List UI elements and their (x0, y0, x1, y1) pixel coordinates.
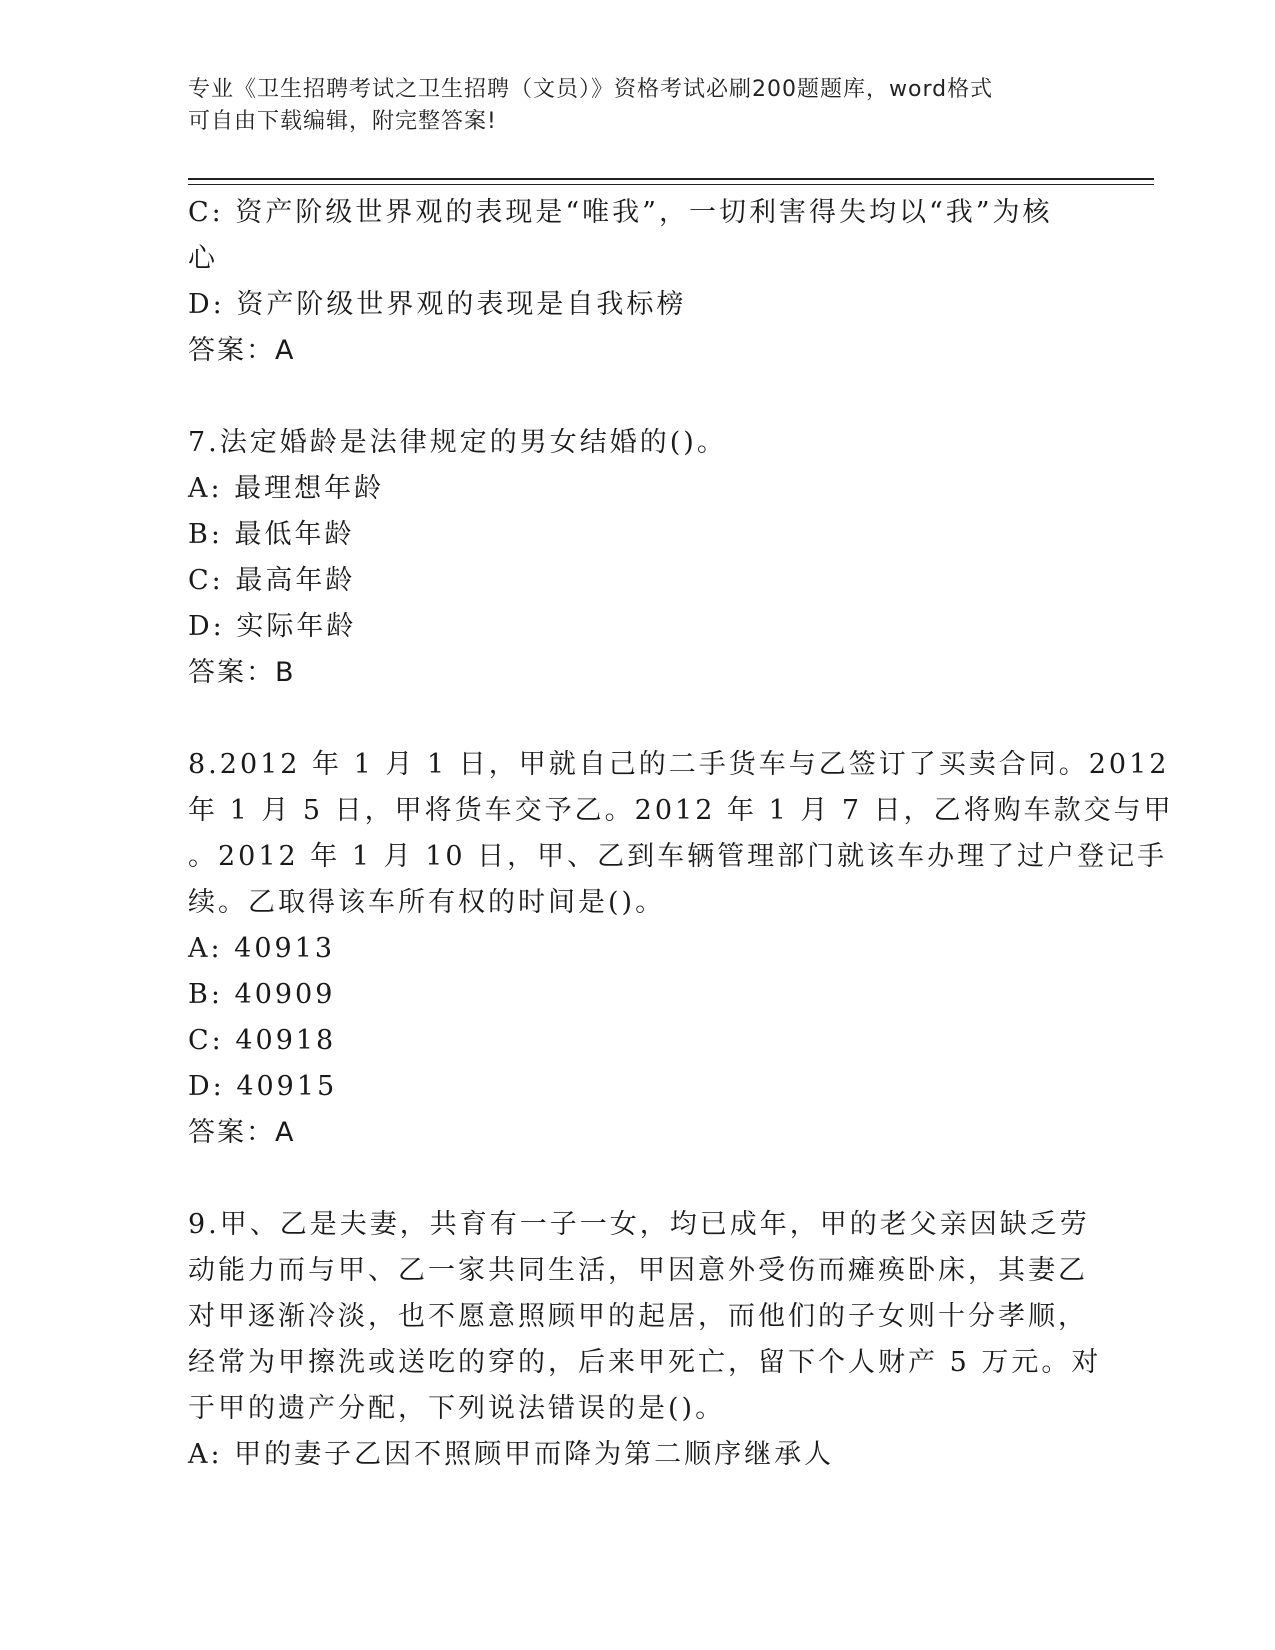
answer: 答案：B (188, 657, 296, 688)
option-c: C: 40918 (188, 1025, 337, 1056)
question-text-line-1: 9.甲、乙是夫妻，共育有一子一女，均已成年，甲的老父亲因缺乏劳 (188, 1209, 1090, 1240)
option-d: D: 实际年龄 (188, 611, 357, 642)
question-text: 7.法定婚龄是法律规定的男女结婚的()。 (188, 427, 727, 458)
question-text-line-2: 年 1 月 5 日，甲将货车交予乙。2012 年 1 月 7 日，乙将购车款交与甲 (188, 795, 1174, 826)
question-8 (188, 742, 1174, 1156)
question-text-line-3: 。2012 年 1 月 10 日，甲、乙到车辆管理部门就该车办理了过户登记手 (188, 841, 1168, 872)
question-text-line-5: 于甲的遗产分配，下列说法错误的是()。 (188, 1393, 726, 1424)
option-b: B: 最低年龄 (188, 519, 355, 550)
question-9 (188, 1202, 1102, 1478)
option-d: D: 40915 (188, 1071, 338, 1102)
header-title-line-1: 专业《卫生招聘考试之卫生招聘（文员）》资格考试必刷200题题库，word格式 (188, 77, 994, 102)
header-divider-thick (188, 178, 1154, 180)
option-a: A: 甲的妻子乙因不照顾甲而降为第二顺序继承人 (188, 1439, 835, 1470)
answer: 答案：A (188, 335, 296, 366)
header-divider-thin (188, 184, 1154, 185)
answer: 答案：A (188, 1117, 296, 1148)
spacer (188, 374, 1088, 420)
question-7 (188, 420, 1088, 696)
option-a: A: 40913 (188, 933, 336, 964)
question-text-line-4: 经常为甲擦洗或送吃的穿的，后来甲死亡，留下个人财产 5 万元。对 (188, 1347, 1102, 1378)
question-list (188, 190, 1174, 1478)
question-text-line-4: 续。乙取得该车所有权的时间是()。 (188, 887, 666, 918)
question-text-line-2: 动能力而与甲、乙一家共同生活，甲因意外受伤而瘫痪卧床，其妻乙 (188, 1255, 1088, 1286)
option-c-line-2: 心 (188, 243, 218, 274)
option-b: B: 40909 (188, 979, 336, 1010)
option-c: C: 最高年龄 (188, 565, 356, 596)
question-text-line-3: 对甲逐渐冷淡，也不愿意照顾甲的起居，而他们的子女则十分孝顺， (188, 1301, 1088, 1332)
header-title-line-2: 可自由下载编辑，附完整答案! (188, 109, 497, 134)
spacer (188, 696, 1088, 742)
spacer (188, 1156, 1088, 1202)
question-text-line-1: 8.2012 年 1 月 1 日，甲就自己的二手货车与乙签订了买卖合同。2012 (188, 749, 1170, 780)
page-header (188, 74, 1068, 138)
option-a: A: 最理想年龄 (188, 473, 385, 504)
option-c-line-1: C: 资产阶级世界观的表现是“唯我”，一切利害得失均以“我”为核 (188, 197, 1053, 228)
option-d: D: 资产阶级世界观的表现是自我标榜 (188, 289, 687, 320)
question-6 (188, 190, 1088, 374)
